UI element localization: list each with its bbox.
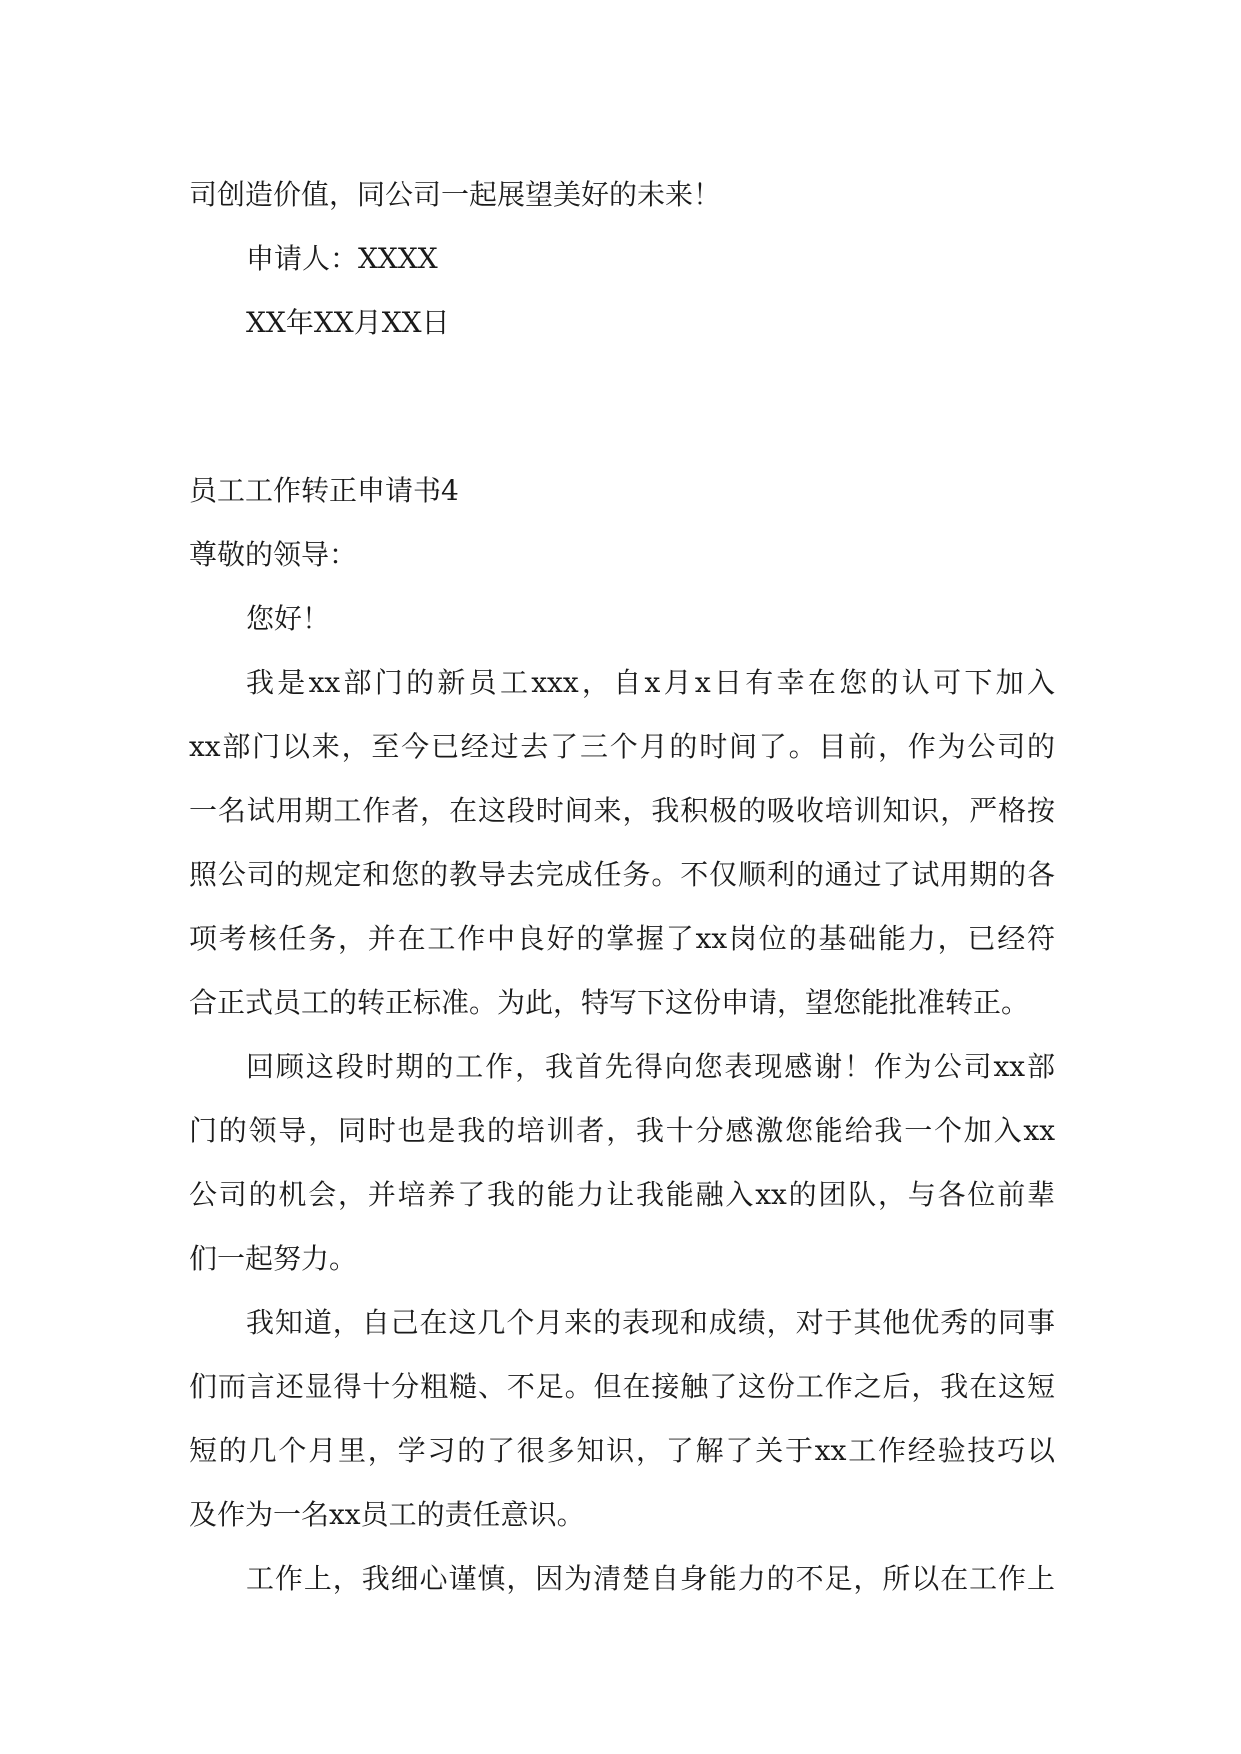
paragraph-4: [189, 1547, 1055, 1611]
paragraph-line: 短的几个月里，学习的了很多知识，了解了关于xx工作经验技巧以: [189, 1434, 1055, 1467]
paragraph-line: 门的领导，同时也是我的培训者，我十分感激您能给我一个加入xx: [189, 1114, 1055, 1147]
applicant-line: 申请人：XXXX: [246, 242, 438, 275]
paragraph-line: 工作上，我细心谨慎，因为清楚自身能力的不足，所以在工作上: [246, 1562, 1055, 1595]
paragraph-line: 们一起努力。: [189, 1242, 358, 1275]
paragraph-1: [189, 651, 1055, 1035]
salutation: 尊敬的领导：: [189, 538, 358, 571]
paragraph-line: 公司的机会，并培养了我的能力让我能融入xx的团队，与各位前辈: [189, 1178, 1055, 1211]
paragraph-3: [189, 1291, 1055, 1547]
paragraph-line: 及作为一名xx员工的责任意识。: [189, 1498, 585, 1531]
paragraph-line: 合正式员工的转正标准。为此，特写下这份申请，望您能批准转正。: [189, 986, 1030, 1019]
paragraph-line: 照公司的规定和您的教导去完成任务。不仅顺利的通过了试用期的各: [189, 858, 1055, 891]
section-gap: [189, 355, 1055, 459]
date-line: XX年XX月XX日: [246, 306, 450, 339]
paragraph-line: xx部门以来，至今已经过去了三个月的时间了。目前，作为公司的: [189, 730, 1055, 763]
paragraph-line: 我是xx部门的新员工xxx，自x月x日有幸在您的认可下加入: [246, 666, 1055, 699]
paragraph-2: [189, 1035, 1055, 1291]
carryover-line: 司创造价值，同公司一起展望美好的未来！: [189, 178, 722, 211]
paragraph-line: 回顾这段时期的工作，我首先得向您表现感谢！作为公司xx部: [246, 1050, 1055, 1083]
paragraph-line: 一名试用期工作者，在这段时间来，我积极的吸收培训知识，严格按: [189, 794, 1055, 827]
paragraph-line: 项考核任务，并在工作中良好的掌握了xx岗位的基础能力，已经符: [189, 922, 1055, 955]
paragraph-line: 我知道，自己在这几个月来的表现和成绩，对于其他优秀的同事: [246, 1306, 1055, 1339]
document-body: [189, 163, 1055, 1611]
paragraph-line: 们而言还显得十分粗糙、不足。但在接触了这份工作之后，我在这短: [189, 1370, 1055, 1403]
greeting: 您好！: [246, 602, 331, 635]
section-title: 员工工作转正申请书4: [189, 474, 459, 507]
